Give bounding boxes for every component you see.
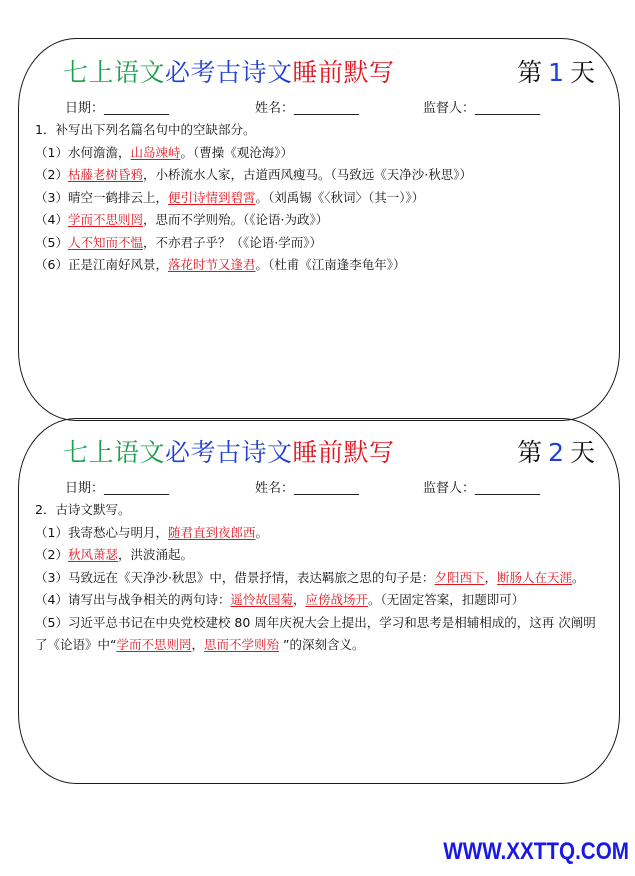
section-heading: 1．补写出下列名篇名句中的空缺部分。 <box>35 122 256 137</box>
day-number: 2 <box>548 438 564 467</box>
answer: 山岛竦峙 <box>130 144 181 160</box>
answer: 断肠人在天涯 <box>496 569 572 585</box>
card-title <box>63 53 395 89</box>
item-text: （1）我寄愁心与明月， <box>35 524 168 540</box>
item-text: 。 <box>571 569 585 585</box>
meta-row <box>65 477 585 497</box>
item-text: 。（杜甫《江南逢李龟年》） <box>255 257 406 272</box>
answer: 随君直到夜郎西 <box>167 524 256 540</box>
day-label <box>517 433 595 469</box>
item-text: ， <box>484 569 497 585</box>
supervisor-field: 监督人：__________ <box>423 481 541 496</box>
item-text: （2） <box>35 547 68 562</box>
answer: 应傍战场开 <box>305 592 369 607</box>
name-field: 姓名：__________ <box>255 101 360 116</box>
site-watermark: WWW.XXTTQ.COM <box>443 838 629 865</box>
item-text: （3）马致远在《天净沙·秋思》中，借景抒情，表达羁旅之思的句子是： <box>35 569 435 585</box>
item-text: （6）正是江南好风景， <box>35 257 168 272</box>
title-blue: 必考古诗文 <box>165 58 293 87</box>
list-item <box>35 142 605 165</box>
section-heading: 2．古诗文默写。 <box>35 502 131 517</box>
card-content <box>35 119 605 277</box>
answer: 学而不思则罔 <box>116 637 192 652</box>
answer: 枯藤老树昏鸦 <box>67 167 143 182</box>
item-text: ，洪波涌起。 <box>117 547 193 562</box>
item-text: （2） <box>35 167 68 182</box>
title-green: 七上语文 <box>63 438 166 467</box>
title-red: 睡前默写 <box>292 58 395 87</box>
day-prefix: 第 <box>517 58 543 87</box>
card-header <box>63 433 595 469</box>
list-item <box>35 209 605 232</box>
item-text: ， <box>191 637 205 652</box>
title-red: 睡前默写 <box>292 438 395 467</box>
title-blue: 必考古诗文 <box>165 438 293 467</box>
card-content <box>35 499 605 657</box>
answer: 思而不学则殆 <box>204 637 280 652</box>
meta-row <box>65 97 585 117</box>
list-item <box>35 612 605 657</box>
item-text: 。（曹操《观沧海》） <box>180 144 293 160</box>
supervisor-field: 监督人：__________ <box>423 101 541 116</box>
list-item <box>35 522 605 545</box>
answer: 夕阳西下 <box>434 569 485 585</box>
list-item <box>35 164 605 187</box>
answer: 落花时节又逢君 <box>167 257 256 272</box>
day-number: 1 <box>548 58 564 87</box>
item-text: 。 <box>255 524 268 540</box>
item-text: （5） <box>35 234 68 250</box>
item-text: 。（刘禹锡《〈秋词〉（其一）》） <box>255 189 425 205</box>
item-text: 。（无固定答案，扣题即可） <box>368 592 525 607</box>
list-item <box>35 254 605 277</box>
item-text: （5）习近平总书记在中央党校建校 80 周年庆祝大会上提出，学习和思考是相辅相成的，这再 次阐明了《论语》中“ <box>35 614 596 652</box>
title-green: 七上语文 <box>63 58 166 87</box>
item-text: ”的深刻含义。 <box>279 637 365 652</box>
card-header <box>63 53 595 89</box>
card-day-2 <box>18 418 620 784</box>
name-field: 姓名：__________ <box>255 481 360 496</box>
answer: 秋风萧瑟 <box>67 547 118 562</box>
item-text: ，思而不学则殆。（《论语·为政》） <box>142 212 329 227</box>
card-day-1 <box>18 38 620 421</box>
answer: 人不知而不愠 <box>67 234 143 250</box>
day-prefix: 第 <box>517 438 543 467</box>
day-label <box>517 53 595 89</box>
item-text: ，不亦君子乎？（《论语·学而》） <box>142 234 322 250</box>
list-item <box>35 589 605 612</box>
item-text: ，小桥流水人家，古道西风瘦马。（马致远《天净沙·秋思》） <box>142 167 472 182</box>
date-field: 日期：__________ <box>65 101 170 116</box>
card-title <box>63 433 395 469</box>
item-text: ， <box>292 592 306 607</box>
list-item <box>35 544 605 567</box>
day-suffix: 天 <box>569 438 595 467</box>
answer: 学而不思则罔 <box>67 212 143 227</box>
date-field: 日期：__________ <box>65 481 170 496</box>
answer: 便引诗情到碧霄 <box>167 189 256 205</box>
item-text: （4）请写出与战争相关的两句诗： <box>35 592 231 607</box>
answer: 遥怜故园菊 <box>230 592 293 607</box>
day-suffix: 天 <box>569 58 595 87</box>
item-text: （3）晴空一鹤排云上， <box>35 189 168 205</box>
item-text: （1）水何澹澹， <box>35 144 131 160</box>
item-text: （4） <box>35 212 68 227</box>
list-item <box>35 567 605 590</box>
list-item <box>35 187 605 210</box>
list-item <box>35 232 605 255</box>
